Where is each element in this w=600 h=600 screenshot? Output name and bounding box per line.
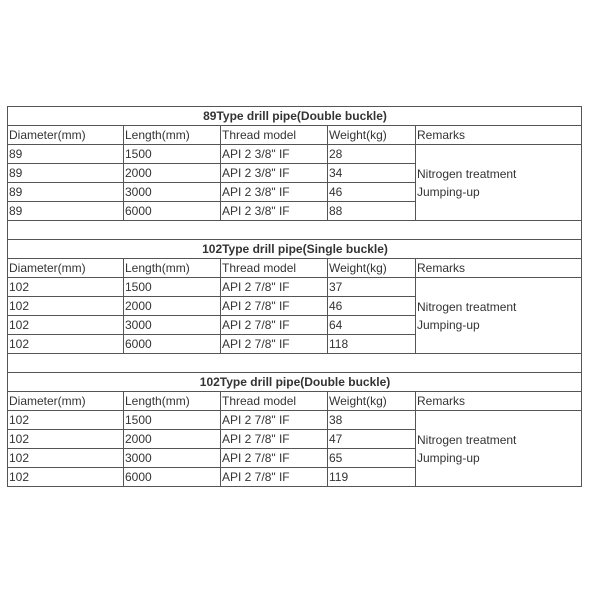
remarks-line: Nitrogen treatment [417,166,517,181]
cell-thread: API 2 7/8" IF [221,449,328,468]
cell-diameter: 102 [8,449,124,468]
column-header: Thread model [221,126,328,145]
cell-weight: 119 [328,468,416,487]
cell-thread: API 2 3/8" IF [221,164,328,183]
column-header: Diameter(mm) [8,126,124,145]
column-header: Diameter(mm) [8,392,124,411]
section-title: 102Type drill pipe(Double buckle) [8,373,582,392]
section-spacer-row [8,354,582,373]
column-header: Weight(kg) [328,392,416,411]
cell-thread: API 2 7/8" IF [221,297,328,316]
cell-diameter: 102 [8,316,124,335]
column-header: Diameter(mm) [8,259,124,278]
table-row [8,278,582,297]
cell-thread: API 2 3/8" IF [221,202,328,221]
remarks-line: Jumping-up [417,317,480,332]
cell-diameter: 89 [8,183,124,202]
remarks-line: Jumping-up [417,184,480,199]
section-spacer [8,221,582,240]
drill-pipe-spec-table [7,106,582,487]
remarks-cell [416,411,582,487]
column-header: Thread model [221,259,328,278]
cell-diameter: 102 [8,335,124,354]
column-header: Weight(kg) [328,126,416,145]
column-header: Thread model [221,392,328,411]
remarks-line: Nitrogen treatment [417,299,517,314]
column-header: Weight(kg) [328,259,416,278]
column-header: Length(mm) [124,392,221,411]
cell-length: 6000 [124,335,221,354]
cell-diameter: 89 [8,202,124,221]
section-title-row [8,107,582,126]
cell-length: 2000 [124,297,221,316]
column-header: Length(mm) [124,259,221,278]
cell-weight: 65 [328,449,416,468]
cell-thread: API 2 3/8" IF [221,145,328,164]
section-title-row [8,373,582,392]
cell-diameter: 102 [8,430,124,449]
cell-diameter: 102 [8,278,124,297]
cell-length: 3000 [124,316,221,335]
cell-diameter: 102 [8,468,124,487]
column-header-row [8,392,582,411]
cell-thread: API 2 7/8" IF [221,335,328,354]
cell-thread: API 2 7/8" IF [221,468,328,487]
cell-weight: 46 [328,183,416,202]
cell-length: 6000 [124,202,221,221]
cell-weight: 28 [328,145,416,164]
cell-length: 1500 [124,278,221,297]
remarks-cell [416,145,582,221]
cell-diameter: 102 [8,411,124,430]
table-row [8,411,582,430]
cell-thread: API 2 7/8" IF [221,411,328,430]
cell-length: 1500 [124,145,221,164]
cell-length: 2000 [124,164,221,183]
remarks-cell [416,278,582,354]
section-spacer-row [8,221,582,240]
column-header: Remarks [416,392,582,411]
cell-thread: API 2 7/8" IF [221,316,328,335]
cell-weight: 38 [328,411,416,430]
section-title: 102Type drill pipe(Single buckle) [8,240,582,259]
column-header-row [8,259,582,278]
cell-thread: API 2 3/8" IF [221,183,328,202]
section-title-row [8,240,582,259]
cell-length: 3000 [124,183,221,202]
remarks-line: Jumping-up [417,450,480,465]
column-header: Length(mm) [124,126,221,145]
cell-diameter: 102 [8,297,124,316]
cell-weight: 47 [328,430,416,449]
cell-length: 3000 [124,449,221,468]
cell-thread: API 2 7/8" IF [221,430,328,449]
cell-weight: 34 [328,164,416,183]
cell-weight: 64 [328,316,416,335]
cell-weight: 46 [328,297,416,316]
table-row [8,145,582,164]
column-header: Remarks [416,126,582,145]
remarks-line: Nitrogen treatment [417,432,517,447]
column-header-row [8,126,582,145]
column-header: Remarks [416,259,582,278]
cell-length: 2000 [124,430,221,449]
cell-weight: 88 [328,202,416,221]
section-title: 89Type drill pipe(Double buckle) [8,107,582,126]
spec-table-body [8,107,582,487]
cell-weight: 37 [328,278,416,297]
cell-weight: 118 [328,335,416,354]
cell-length: 1500 [124,411,221,430]
cell-length: 6000 [124,468,221,487]
section-spacer [8,354,582,373]
cell-diameter: 89 [8,145,124,164]
cell-thread: API 2 7/8" IF [221,278,328,297]
cell-diameter: 89 [8,164,124,183]
